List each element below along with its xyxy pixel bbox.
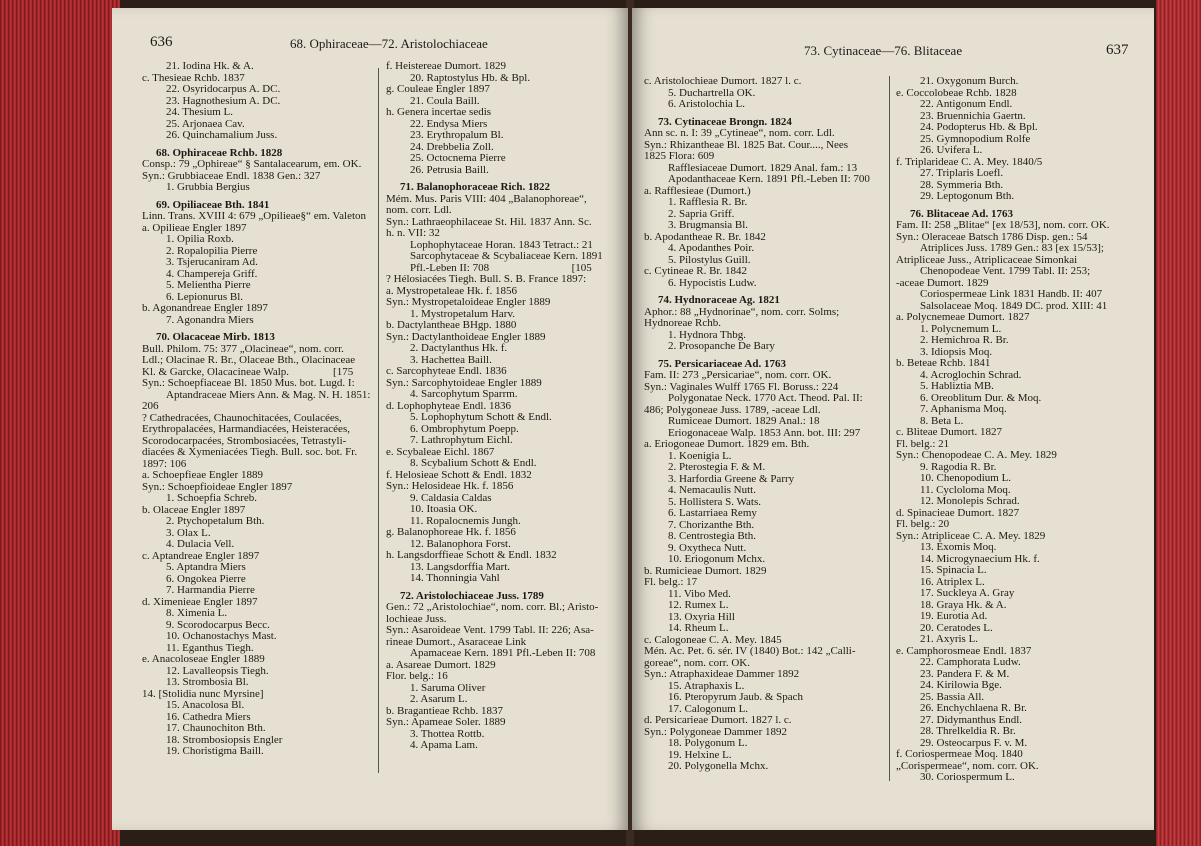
genus-entry: 13. Strombosia Bl. — [166, 676, 249, 688]
text-line: Syn.: Atripliceae C. A. Mey. 1829 — [896, 529, 1046, 542]
text-line: Syn.: Mystropetaloideae Engler 1889 — [386, 296, 551, 308]
genus-entry: 9. Ragodia R. Br. — [920, 460, 997, 473]
text-line: Syn.: Chenopodeae C. A. Mey. 1829 — [896, 449, 1057, 461]
genus-entry: 24. Podopterus Hb. & Bpl. — [920, 121, 1038, 133]
text-line: Syn.: Schoepfioideae Engler 1897 — [142, 480, 293, 493]
text-line: Atriplices Juss. 1789 Gen.: 83 [ex 15/53]; — [920, 242, 1104, 254]
text-line: Syn.: Oleraceae Batsch 1786 Disp. gen.: 54 — [896, 230, 1088, 243]
text-line: Ann sc. n. I: 39 „Cytineae“, nom. corr. Ldl. — [644, 127, 835, 139]
genus-entry: 2. Pterostegia F. & M. — [668, 461, 766, 473]
genus-entry: 5. Duchartrella OK. — [668, 86, 756, 99]
text-line: Ldl.; Olacinae R. Br., Olaceae Bth., Olacinaceae — [142, 354, 356, 366]
text-line: Syn.: Dactylanthoideae Engler 1889 — [386, 330, 546, 343]
text-line: nom. corr. Ldl. — [386, 204, 452, 216]
text-line: Hydnoreae Rchb. — [644, 317, 721, 329]
tribe-heading: b. Rumicieae Dumort. 1829 — [644, 564, 767, 577]
text-line: Erythropalacées, Harmandiacées, Heisteracées, — [142, 423, 350, 435]
tribe-heading: g. Balanophoreae Hk. f. 1856 — [386, 526, 516, 538]
family-heading: 70. Olacaceae Mirb. 1813 — [156, 331, 275, 343]
right-page-number: 637 — [1106, 42, 1129, 58]
genus-entry: 2. Sapria Griff. — [668, 207, 735, 220]
text-line: 1825 Flora: 609 — [644, 150, 715, 162]
genus-entry: 26. Enchychlaena R. Br. — [920, 702, 1027, 714]
genus-entry: 13. Exomis Moq. — [920, 541, 997, 553]
tribe-heading: c. Cytineae R. Br. 1842 — [644, 265, 747, 277]
genus-entry: 5. Lophophytum Schott & Endl. — [410, 411, 552, 423]
genus-entry: 16. Atriplex L. — [920, 575, 985, 588]
tribe-heading: e. Coccolobeae Rchb. 1828 — [896, 86, 1017, 99]
left-page-edge — [0, 0, 120, 846]
tribe-heading: c. Bliteae Dumort. 1827 — [896, 426, 1003, 438]
genus-entry: 2. Ropalopilia Pierre — [166, 244, 258, 257]
column-rule — [378, 68, 379, 773]
text-line: diacées & Xymeniacées Tiegh. Bull. soc. bot. Fr. — [142, 446, 358, 458]
text-line: goreae“, nom. corr. OK. — [644, 656, 750, 669]
text-line: ? Hélosiacées Tiegh. Bull. S. B. France 1897: — [386, 273, 587, 285]
text-line: Syn.: Grubbiaceae Endl. 1838 Gen.: 327 — [142, 169, 321, 182]
left-page-number: 636 — [150, 34, 173, 50]
tribe-heading: f. Heistereae Dumort. 1829 — [386, 60, 507, 72]
genus-entry: 25. Arjonaea Cav. — [166, 117, 245, 130]
genus-entry: 15. Anacolosa Bl. — [166, 699, 245, 711]
genus-entry: 3. Brugmansia Bl. — [668, 219, 749, 231]
text-line: Syn.: Atraphaxideae Dammer 1892 — [644, 668, 800, 680]
text-line: Kl. & Garcke, Olacacineae Walp. [175 — [142, 365, 354, 378]
genus-entry: 5. Aptandra Miers — [166, 561, 246, 573]
genus-entry: 7. Chorizanthe Bth. — [668, 518, 755, 531]
genus-entry: 20. Ceratodes L. — [920, 621, 993, 634]
text-line: Fl. belg.: 17 — [644, 576, 698, 588]
genus-entry: 3. Hachettea Baill. — [410, 353, 492, 366]
right-column-2 — [896, 76, 1151, 784]
tribe-heading: a. Mystropetaleae Hk. f. 1856 — [386, 284, 518, 297]
genus-entry: 19. Eurotia Ad. — [920, 610, 988, 622]
genus-entry: 15. Spinacia L. — [920, 564, 987, 576]
genus-entry: 27. Triplaris Loefl. — [920, 167, 1004, 179]
genus-entry: 3. Thottea Rottb. — [410, 727, 485, 740]
genus-entry: 23. Hagnothesium A. DC. — [166, 94, 281, 107]
text-line: Coriospermeae Link 1831 Handb. II: 407 — [920, 288, 1103, 300]
text-line: 486; Polygoneae Juss. 1789, -aceae Ldl. — [644, 403, 821, 416]
family-heading: 73. Cytinaceae Brongn. 1824 — [658, 115, 792, 128]
genus-entry: 8. Centrostegia Bth. — [668, 530, 756, 542]
tribe-heading: h. n. VII: 32 — [386, 227, 440, 239]
genus-entry: 4. Apama Lam. — [410, 739, 478, 751]
genus-entry: 26. Quinchamalium Juss. — [166, 129, 278, 141]
tribe-heading: d. Ximenieae Engler 1897 — [142, 595, 258, 608]
genus-entry: 6. Hypocistis Ludw. — [668, 276, 757, 289]
genus-entry: 27. Didymanthus Endl. — [920, 713, 1023, 726]
text-line: -aceae Dumort. 1829 — [896, 276, 989, 289]
text-line: Scorodocarpacées, Strombosiacées, Tetrastyli- — [142, 434, 347, 447]
text-line: Polygonatae Neck. 1770 Act. Theod. Pal. II: — [668, 392, 863, 404]
genus-entry: 3. Harfordia Greene & Parry — [668, 472, 795, 485]
genus-entry: 11. Vibo Med. — [668, 587, 731, 600]
right-column-1 — [644, 76, 894, 773]
text-line: Syn.: Apameae Soler. 1889 — [386, 716, 506, 728]
genus-entry: 11. Eganthus Tiegh. — [166, 641, 254, 654]
genus-entry: 22. Osyridocarpus A. DC. — [166, 83, 281, 95]
text-line: Salsolaceae Moq. 1849 DC. prod. XIII: 41 — [920, 299, 1108, 312]
genus-entry: 14. Rheum L. — [668, 622, 729, 634]
tribe-heading: d. Persicarieae Dumort. 1827 l. c. — [644, 714, 792, 726]
genus-entry: 30. Coriospermum L. — [920, 771, 1015, 783]
genus-entry: 22. Camphorata Ludw. — [920, 656, 1021, 668]
tribe-heading: d. Spinacieae Dumort. 1827 — [896, 506, 1020, 519]
genus-entry: 22. Endysa Miers — [410, 117, 488, 130]
text-line: Fl. belg.: 21 — [896, 437, 950, 450]
text-line: Mén. Ac. Pet. 6. sér. IV (1840) Bot.: 142 „Calli- — [644, 645, 856, 657]
text-line: Apamaceae Kern. 1891 Pfl.-Leben II: 708 — [410, 647, 596, 659]
column-rule — [889, 76, 890, 781]
text-line: Syn.: Lathraeophilaceae St. Hil. 1837 Ann. Sc. — [386, 215, 592, 228]
text-line: Fl. belg.: 20 — [896, 518, 950, 530]
tribe-heading: b. Agonandreae Engler 1897 — [142, 302, 268, 314]
tribe-heading: b. Apodantheae R. Br. 1842 — [644, 230, 766, 243]
genus-entry: 7. Lathrophytum Eichl. — [410, 434, 513, 446]
genus-entry: 25. Octocnema Pierre — [410, 152, 506, 164]
genus-entry: 20. Polygonella Mchx. — [668, 760, 769, 772]
text-line: Syn.: Asaroideae Vent. 1799 Tabl. II: 226; Asa- — [386, 624, 594, 636]
family-heading: 72. Aristolochiaceae Juss. 1789 — [400, 589, 544, 602]
tribe-heading: f. Helosieae Schott & Endl. 1832 — [386, 468, 532, 481]
text-line: Gen.: 72 „Aristolochiae“, nom. corr. Bl.; Aristo- — [386, 601, 599, 613]
text-line: Chenopodeae Vent. 1799 Tabl. II: 253; — [920, 265, 1091, 277]
genus-entry: 10. Itoasia OK. — [410, 503, 478, 515]
genus-entry: 16. Pteropyrum Jaub. & Spach — [668, 691, 804, 703]
text-line: Rafflesiaceae Dumort. 1829 Anal. fam.: 13 — [668, 161, 858, 174]
tribe-heading: g. Couleae Engler 1897 — [386, 83, 490, 95]
genus-entry: 1. Grubbia Bergius — [166, 181, 250, 193]
text-line: Sarcophytaceae & Scybaliaceae Kern. 1891 — [410, 250, 603, 262]
right-page — [632, 8, 1154, 830]
text-line: Fam. II: 258 „Blitae“ [ex 18/53], nom. corr. OK. — [896, 219, 1110, 231]
text-line: Linn. Trans. XVIII 4: 679 „Opilieae§“ em. Valeton — [142, 210, 367, 222]
genus-entry: 4. Apodanthes Poir. — [668, 242, 755, 254]
genus-entry: 21. Coula Baill. — [410, 94, 480, 107]
genus-entry: 1. Polycnemum L. — [920, 322, 1002, 335]
genus-entry: 10. Chenopodium L. — [920, 472, 1012, 484]
genus-entry: 6. Lastarriaea Remy — [668, 507, 757, 519]
tribe-heading: h. Langsdorffieae Schott & Endl. 1832 — [386, 549, 557, 561]
text-line: Syn.: Vaginales Wulff 1765 Fl. Boruss.: 224 — [644, 380, 839, 393]
genus-entry: 18. Polygonum L. — [668, 737, 748, 749]
genus-entry: 11. Ropalocnemis Jungh. — [410, 514, 521, 527]
genus-entry: 4. Dulacia Vell. — [166, 538, 235, 550]
tribe-heading: a. Opilieae Engler 1897 — [142, 221, 247, 234]
genus-entry: 5. Melientha Pierre — [166, 279, 251, 291]
genus-entry: 13. Oxyria Hill — [668, 610, 735, 623]
genus-entry: 3. Tsjerucaniram Ad. — [166, 256, 258, 268]
genus-entry: 7. Harmandia Pierre — [166, 584, 255, 596]
text-line: Pfl.-Leben II: 708 [105 — [410, 261, 592, 274]
text-line: Syn.: Rhizantheae Bl. 1825 Bat. Cour...., Nees — [644, 138, 849, 151]
genus-entry: 25. Bassia All. — [920, 690, 985, 703]
text-line: Syn.: Polygoneae Dammer 1892 — [644, 725, 787, 738]
family-heading: 68. Ophiraceae Rchb. 1828 — [156, 146, 283, 159]
genus-entry: 11. Cycloloma Moq. — [920, 483, 1011, 496]
tribe-heading: c. Thesieae Rchb. 1837 — [142, 71, 245, 84]
family-heading: 76. Blitaceae Ad. 1763 — [910, 207, 1013, 220]
genus-entry: 8. Beta L. — [920, 414, 964, 427]
right-running-head: 73. Cytinaceae—76. Blitaceae — [804, 43, 963, 58]
genus-entry: 2. Hemichroa R. Br. — [920, 334, 1009, 346]
genus-entry: 26. Uvifera L. — [920, 144, 983, 156]
left-running-head: 68. Ophiraceae—72. Aristolochiaceae — [290, 36, 488, 51]
genus-entry: 10. Eriogonum Mchx. — [668, 553, 766, 565]
text-line: rineae Dumort., Asaraceae Link — [386, 635, 527, 648]
text-line: Consp.: 79 „Ophireae“ § Santalacearum, em. OK. — [142, 158, 362, 170]
text-line: Fam. II: 273 „Persicariae“, nom. corr. OK. — [644, 369, 832, 381]
genus-entry: 6. Aristolochia L. — [668, 98, 745, 110]
left-column-2 — [386, 61, 626, 752]
genus-entry: 19. Helxine L. — [668, 748, 732, 761]
text-line: Syn.: Helosideae Hk. f. 1856 — [386, 480, 514, 492]
genus-entry: 6. Oreoblitum Dur. & Moq. — [920, 391, 1042, 404]
genus-entry: 5. Pilostylus Guill. — [668, 253, 751, 266]
genus-entry: 8. Ximenia L. — [166, 607, 228, 619]
text-line: lochieae Juss. — [386, 612, 447, 625]
family-heading: 71. Balanophoraceae Rich. 1822 — [400, 181, 551, 193]
genus-entry: 4. Acroglochin Schrad. — [920, 368, 1022, 381]
genus-entry: 23. Bruennichia Gaertn. — [920, 109, 1026, 122]
tribe-heading: f. Triplarideae C. A. Mey. 1840/5 — [896, 155, 1043, 168]
tribe-heading: b. Dactylantheae BHgp. 1880 — [386, 319, 517, 331]
left-column-1 — [142, 61, 382, 758]
genus-entry: 26. Petrusia Baill. — [410, 163, 489, 176]
genus-entry: 4. Champereja Griff. — [166, 267, 258, 280]
genus-entry: 29. Osteocarpus F. v. M. — [920, 736, 1028, 749]
text-line: Aphor.: 88 „Hydnorinae“, nom. corr. Solms; — [644, 305, 840, 318]
tribe-heading: b. Beteae Rchb. 1841 — [896, 357, 991, 369]
text-line: Bull. Philom. 75: 377 „Olacineae“, nom. corr. — [142, 342, 344, 355]
genus-entry: 12. Monolepis Schrad. — [920, 495, 1020, 507]
genus-entry: 28. Symmeria Bth. — [920, 178, 1004, 191]
genus-entry: 21. Axyris L. — [920, 633, 979, 645]
genus-entry: 15. Atraphaxis L. — [668, 679, 745, 692]
genus-entry: 23. Pandera F. & M. — [920, 667, 1010, 680]
left-page — [112, 8, 628, 830]
genus-entry: 1. Hydnora Thbg. — [668, 328, 747, 341]
right-page-edge — [1156, 0, 1201, 846]
genus-entry: 6. Ongokea Pierre — [166, 572, 246, 585]
family-heading: 74. Hydnoraceae Ag. 1821 — [658, 294, 780, 306]
genus-entry: 1. Opilia Roxb. — [166, 233, 234, 245]
genus-entry: 2. Dactylanthus Hk. f. — [410, 342, 508, 354]
genus-entry: 3. Idiopsis Moq. — [920, 345, 993, 358]
genus-entry: 19. Choristigma Baill. — [166, 745, 264, 757]
genus-entry: 1. Schoepfia Schreb. — [166, 492, 258, 504]
text-line: 14. [Stolidia nunc Myrsine] — [142, 687, 264, 700]
genus-entry: 3. Olax L. — [166, 526, 211, 539]
text-line: Rumiceae Dumort. 1829 Anal.: 18 — [668, 415, 820, 427]
text-line: Apodanthaceae Kern. 1891 Pfl.-Leben II: 700 — [668, 173, 870, 185]
genus-entry: 2. Asarum L. — [410, 693, 468, 705]
genus-entry: 9. Oxytheca Nutt. — [668, 541, 747, 554]
genus-entry: 2. Ptychopetalum Bth. — [166, 515, 265, 527]
family-heading: 75. Persicariaceae Ad. 1763 — [658, 357, 786, 370]
genus-entry: 22. Antigonum Endl. — [920, 98, 1013, 110]
text-line: Syn.: Sarcophytoideae Engler 1889 — [386, 376, 542, 389]
genus-entry: 24. Thesium L. — [166, 106, 234, 118]
genus-entry: 21. Oxygonum Burch. — [920, 75, 1019, 87]
tribe-heading: e. Anacoloseae Engler 1889 — [142, 653, 265, 665]
text-line: Eriogonaceae Walp. 1853 Ann. bot. III: 297 — [668, 426, 861, 439]
genus-entry: 17. Chaunochiton Bth. — [166, 722, 266, 734]
genus-entry: 18. Strombosiopsis Engler — [166, 733, 283, 746]
tribe-heading: a. Asareae Dumort. 1829 — [386, 658, 496, 671]
genus-entry: 17. Calogonum L. — [668, 702, 749, 715]
genus-entry: 6. Ombrophytum Poepp. — [410, 422, 519, 435]
genus-entry: 17. Suckleya A. Gray — [920, 587, 1015, 599]
tribe-heading: a. Rafflesieae (Dumort.) — [644, 184, 751, 197]
genus-entry: 1. Koenigia L. — [668, 449, 732, 462]
genus-entry: 14. Microgynaecium Hk. f. — [920, 552, 1040, 565]
tribe-heading: a. Polycnemeae Dumort. 1827 — [896, 311, 1030, 323]
genus-entry: 9. Scorodocarpus Becc. — [166, 618, 270, 631]
genus-entry: 23. Erythropalum Bl. — [410, 129, 504, 141]
text-line: Atripliceae Juss., Atriplicaceae Simonkai — [896, 253, 1078, 266]
text-line: Syn.: Schoepfiaceae Bl. 1850 Mus. bot. Lugd. I: — [142, 377, 355, 389]
genus-entry: 1. Mystropetalum Harv. — [410, 307, 515, 320]
genus-entry: 25. Gymnopodium Rolfe — [920, 132, 1031, 145]
genus-entry: 24. Kirilowia Bge. — [920, 679, 1002, 691]
genus-entry: 5. Hollistera S. Wats. — [668, 495, 762, 508]
tribe-heading: e. Scybaleae Eichl. 1867 — [386, 445, 495, 458]
genus-entry: 10. Ochanostachys Mast. — [166, 630, 277, 642]
genus-entry: 4. Nemacaulis Nutt. — [668, 484, 756, 496]
tribe-heading: c. Calogoneae C. A. Mey. 1845 — [644, 633, 782, 646]
tribe-heading: c. Aristolochieae Dumort. 1827 l. c. — [644, 75, 802, 87]
genus-entry: 8. Scybalium Schott & Endl. — [410, 457, 537, 469]
genus-entry: 21. Iodina Hk. & A. — [166, 60, 254, 72]
genus-entry: 28. Threlkeldia R. Br. — [920, 725, 1016, 737]
genus-entry: 2. Prosopanche De Bary — [668, 340, 775, 352]
genus-entry: 18. Graya Hk. & A. — [920, 598, 1007, 611]
genus-entry: 16. Cathedra Miers — [166, 710, 251, 723]
text-line: „Corispermeae“, nom. corr. OK. — [896, 759, 1039, 772]
genus-entry: 7. Agonandra Miers — [166, 313, 254, 326]
genus-entry: 5. Habliztia MB. — [920, 380, 994, 392]
genus-entry: 12. Lavalleopsis Tiegh. — [166, 664, 269, 677]
genus-entry: 24. Drebbelia Zoll. — [410, 140, 494, 153]
genus-entry: 9. Caldasia Caldas — [410, 491, 492, 504]
genus-entry: 13. Langsdorffia Mart. — [410, 560, 510, 573]
text-line: 206 — [142, 400, 159, 412]
text-line: Mém. Mus. Paris VIII: 404 „Balanophoreae“, — [386, 192, 587, 205]
text-line: 1897: 106 — [142, 457, 187, 470]
genus-entry: 14. Thonningia Vahl — [410, 572, 500, 584]
genus-entry: 1. Rafflesia R. Br. — [668, 196, 748, 208]
text-line: Flor. belg.: 16 — [386, 670, 448, 682]
genus-entry: 12. Balanophora Forst. — [410, 537, 511, 550]
text-line: Lophophytaceae Horan. 1843 Tetract.: 21 — [410, 238, 593, 251]
genus-entry: 20. Raptostylus Hb. & Bpl. — [410, 71, 531, 84]
genus-entry: 6. Lepionurus Bl. — [166, 290, 243, 303]
tribe-heading: c. Aptandreae Engler 1897 — [142, 549, 260, 562]
tribe-heading: a. Schoepfieae Engler 1889 — [142, 469, 263, 481]
tribe-heading: e. Camphorosmeae Endl. 1837 — [896, 644, 1032, 657]
family-heading: 69. Opiliaceae Bth. 1841 — [156, 198, 270, 211]
tribe-heading: f. Coriospermeae Moq. 1840 — [896, 748, 1023, 760]
genus-entry: 29. Leptogonum Bth. — [920, 190, 1015, 202]
tribe-heading: b. Olaceae Engler 1897 — [142, 503, 246, 516]
tribe-heading: b. Bragantieae Rchb. 1837 — [386, 704, 503, 717]
tribe-heading: a. Eriogoneae Dumort. 1829 em. Bth. — [644, 438, 810, 450]
text-line: ? Cathedracées, Chaunochitacées, Coulacées, — [142, 411, 342, 424]
genus-entry: 4. Sarcophytum Sparrm. — [410, 388, 518, 400]
genus-entry: 12. Rumex L. — [668, 599, 729, 611]
tribe-heading: c. Sarcophyteae Endl. 1836 — [386, 365, 507, 377]
tribe-heading: d. Lophophyteae Endl. 1836 — [386, 399, 511, 412]
genus-entry: 7. Aphanisma Moq. — [920, 403, 1007, 415]
genus-entry: 1. Saruma Oliver — [410, 681, 486, 694]
text-line: Aptandraceae Miers Ann. & Mag. N. H. 1851: — [166, 388, 371, 401]
tribe-heading: h. Genera incertae sedis — [386, 106, 492, 118]
